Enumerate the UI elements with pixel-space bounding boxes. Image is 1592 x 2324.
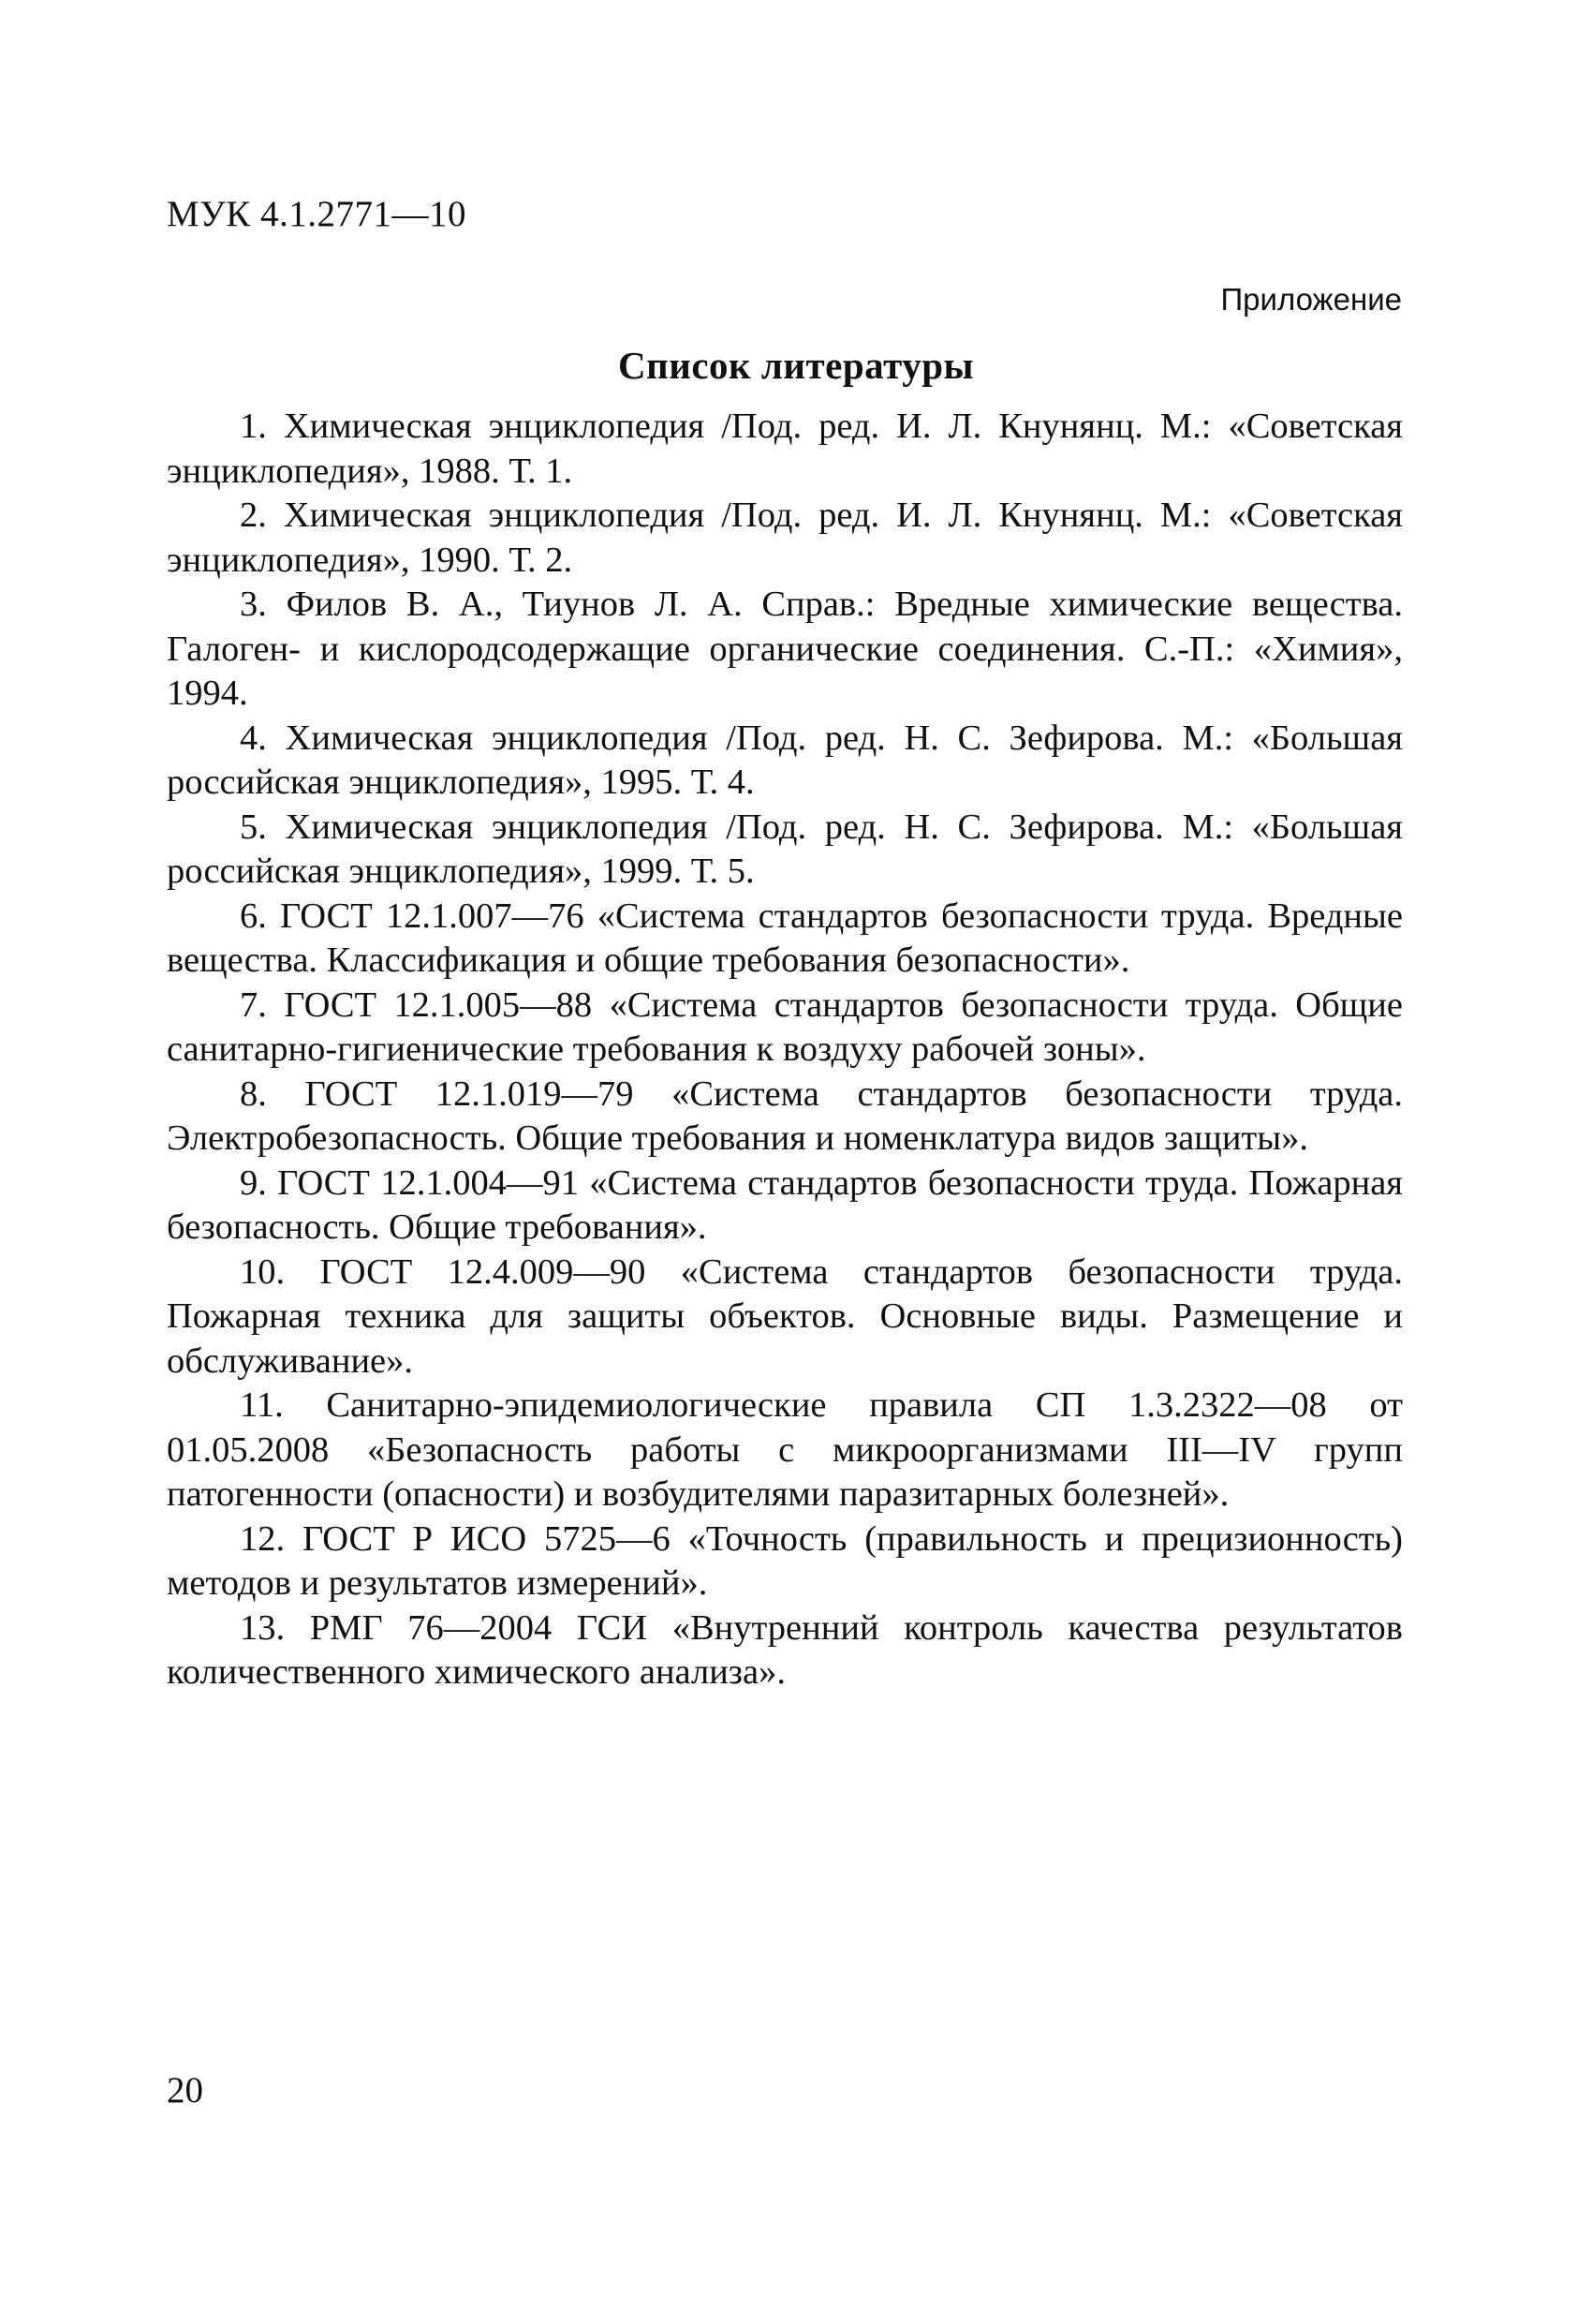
reference-item: 11. Санитарно-эпидемиологические правила СП 1.3.2322—08 от 01.05.2008 «Безопасность работы с микроорганизмами III—IV групп патогенности (опасности) и возбудителями паразитарных болезней». [167, 1385, 1403, 1514]
reference-item: 9. ГОСТ 12.1.004—91 «Система стандартов безопасности труда. Пожарная безопасность. Общие требования». [167, 1162, 1403, 1247]
page-title: Список литературы [617, 344, 975, 387]
reference-item: 12. ГОСТ Р ИСО 5725—6 «Точность (правильность и прецизионность) методов и результатов измерений». [167, 1518, 1403, 1603]
page-number: 20 [167, 2070, 203, 2110]
reference-item: 8. ГОСТ 12.1.019—79 «Система стандартов безопасности труда. Электробезопасность. Общие требования и номенклатура видов защиты». [167, 1073, 1403, 1158]
reference-item: 10. ГОСТ 12.4.009—90 «Система стандартов безопасности труда. Пожарная техника для защиты объектов. Основные виды. Размещение и обслуживание». [167, 1251, 1403, 1381]
reference-item: 3. Филов В. А., Тиунов Л. А. Справ.: Вредные химические вещества. Галоген- и кислородсодержащие органические соединения. С.-П.: «Химия», 1994. [167, 585, 1403, 713]
reference-item: 4. Химическая энциклопедия /Под. ред. Н. С. Зефирова. М.: «Большая российская энциклопедия», 1995. Т. 4. [167, 718, 1403, 802]
appendix-label: Приложение [1220, 282, 1402, 317]
reference-item: 1. Химическая энциклопедия /Под. ред. И. Л. Кнунянц. М.: «Советская энциклопедия», 1988. Т. 1. [167, 407, 1403, 491]
reference-item: 13. РМГ 76—2004 ГСИ «Внутренний контроль качества результатов количественного химического анализа». [167, 1607, 1403, 1692]
reference-item: 5. Химическая энциклопедия /Под. ред. Н. С. Зефирова. М.: «Большая российская энциклопедия», 1999. Т. 5. [167, 807, 1403, 891]
reference-item: 6. ГОСТ 12.1.007—76 «Система стандартов безопасности труда. Вредные вещества. Классификация и общие требования безопасности». [167, 896, 1403, 980]
document-code: МУК 4.1.2771—10 [167, 194, 467, 234]
reference-item: 7. ГОСТ 12.1.005—88 «Система стандартов безопасности труда. Общие санитарно-гигиенические требования к воздуху рабочей зоны». [167, 984, 1403, 1069]
reference-item: 2. Химическая энциклопедия /Под. ред. И. Л. Кнунянц. М.: «Советская энциклопедия», 1990. Т. 2. [167, 496, 1403, 580]
reference-list [167, 405, 1403, 1695]
